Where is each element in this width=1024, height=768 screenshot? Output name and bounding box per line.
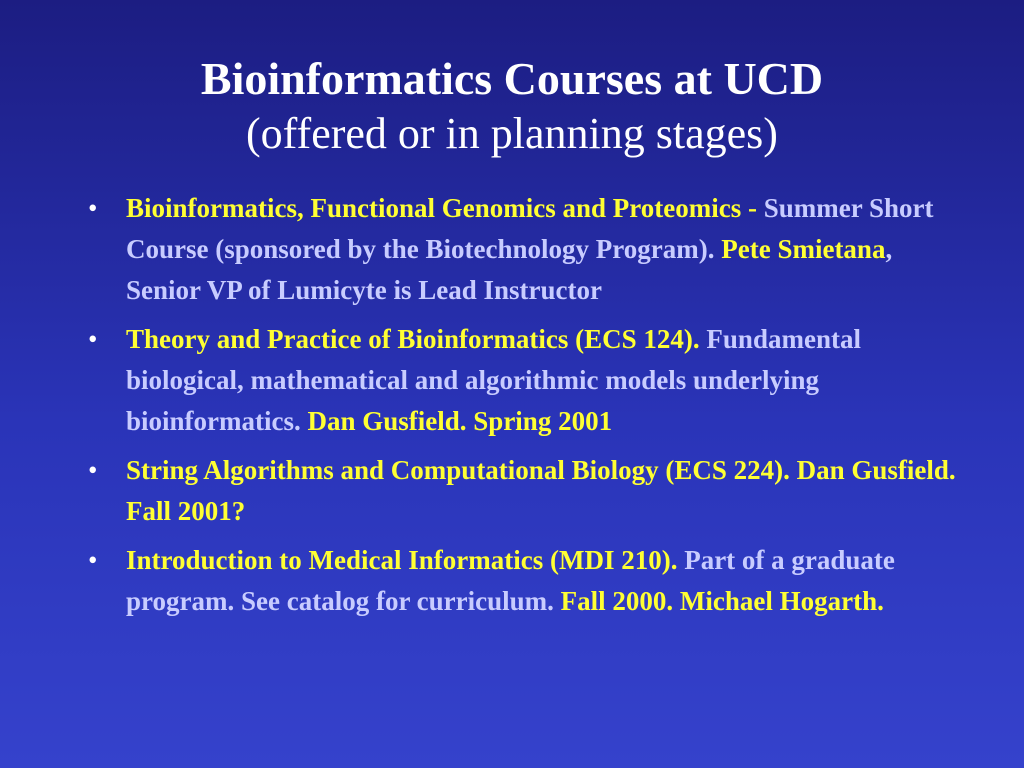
course-title-text: Introduction to Medical Informatics (MDI 210).	[126, 545, 685, 575]
bullet-icon: •	[88, 324, 98, 354]
instructor-role-text: , Senior VP of Lumicyte is Lead Instructor	[126, 234, 893, 305]
bullet-icon: •	[88, 545, 98, 575]
instructor-term-text: Dan Gusfield. Spring 2001	[307, 406, 613, 436]
list-item	[82, 450, 976, 532]
list-item	[82, 540, 962, 622]
bullet-icon: •	[88, 455, 98, 485]
course-description-text: Fundamental biological, mathematical and algorithmic models underlying bioinformatics.	[126, 324, 861, 436]
course-description-text: Summer Short Course (sponsored by the Biotechnology Program).	[126, 193, 934, 264]
course-description-text: Part of a graduate program. See catalog for curriculum.	[126, 545, 895, 616]
list-item	[82, 188, 962, 311]
instructor-name-text: Pete Smietana	[721, 234, 886, 264]
title-block	[0, 52, 1024, 162]
bullet-icon: •	[88, 193, 98, 223]
course-title-text: String Algorithms and Computational Biology (ECS 224). Dan Gusfield. Fall 2001?	[126, 455, 976, 526]
slide-title: Bioinformatics Courses at UCD	[200, 53, 824, 104]
list-item	[82, 319, 962, 442]
course-title-text: Bioinformatics, Functional Genomics and Proteomics -	[126, 193, 764, 223]
term-instructor-text: Fall 2000. Michael Hogarth.	[560, 586, 884, 616]
course-list	[82, 188, 976, 630]
slide-subtitle: (offered or in planning stages)	[246, 109, 778, 158]
course-title-text: Theory and Practice of Bioinformatics (ECS 124).	[126, 324, 707, 354]
